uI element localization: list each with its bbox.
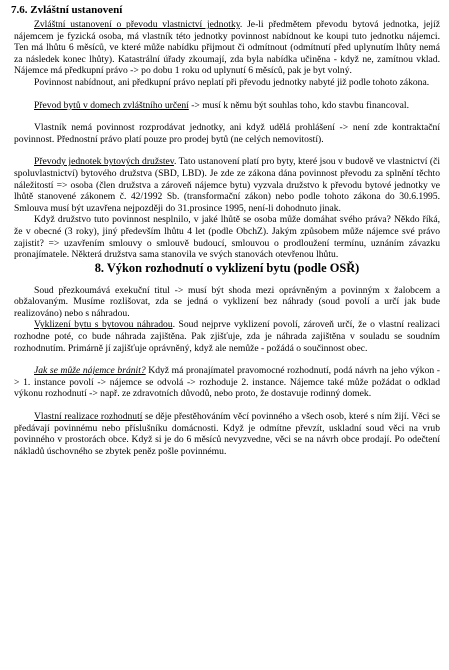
underlined-term: Jak se může nájemce bránit? [34, 365, 146, 377]
chapter-heading: 8. Výkon rozhodnutí o vyklizení bytu (podle OSŘ) [94, 260, 360, 275]
underlined-term: Zvláštní ustanovení o převodu vlastnictví jednotky [34, 19, 240, 30]
paragraph-cooperative-deadline: Když družstvo tuto povinnost nesplnilo, v jaké lhůtě se osoba může domáhat svého práva? Někdo říká, že v obecné (3 roky), jiný především lhůtu 4 let (podle ObchZ). Jakým způsobem může nájemce své právo zajistit? => uzavřením smlouvy o smlouvě budoucí, smlouvou o prodloužení termínu, uznáním závazku pronajímatele. Některá družstva sama stanovila ve svých stanovách otevřenou lhůtu. [14, 214, 440, 261]
underlined-term: Převody jednotek bytových družstev [34, 156, 174, 168]
paragraph-owner-duty: Vlastník nemá povinnost rozprodávat jednotky, ani když udělá prohlášení -> není zde kontraktační povinnost. Přednostní právo platí pouze pro prodej bytů (ne celých nemovitostí). [14, 122, 440, 145]
paragraph-text: -> musí k němu být souhlas toho, kdo stavbu financoval. [188, 99, 409, 111]
underlined-term: Převod bytů v domech zvláštního určení [34, 99, 189, 111]
underlined-term: Vyklizení bytu s bytovou náhradou [34, 319, 173, 331]
paragraph-text: . Tato ustanovení platí pro byty, které jsou v budově ve vlastnictví (či spoluvlastnictví) bytového družstva (SBD, LBD). Je zde ze zákona dána povinnost převodu za splnění těchto náležitostí => osoba (člen družstva a zároveň nájemce bytu) vyzvala družstvo k převodu bytové jednotky ve lhůtě stanovené zákonem č. 42/1992 Sb. (transformační zákon) nebo podle tohoto zákona do 30.6.1995. Smlouva musí být uzavřena nejpozději do 31.prosince 1995, není-li dohodnuto jinak. [14, 156, 440, 214]
paragraph-transfer-of-ownership [14, 19, 440, 77]
paragraph-text: . Je-li předmětem převodu bytová jednotka, jejíž nájemcem je fyzická osoba, má vlastník této jednotky povinnost nabídnout ke koupi tuto jednotku nájemci. Ten má lhůtu 6 měsíců, ve které může nabídku přijmout či odmítnout (odmítnutí před uplynutím lhůty nemá za následek konec lhůty). Katastrální úřady zkoumají, zda byla nabídka učiněna - když ne, zamítnou vklad. Nájemce má předkupní právo -> po dobu 1 roku od uplynutí 6 měsíců, pak je byt volný. [14, 19, 440, 77]
underlined-term: Vlastní realizace rozhodnutí [34, 411, 143, 423]
paragraph-text: se děje přestěhováním věcí povinného a všech osob, které s ním žijí. Věci se předávají povinnému nebo příslušníku domácnosti. Když je odmítne převzít, uskladní soud věci na vrub povinného v prostorách obce. Když si je do 6 měsíců nevyzvedne, věci se na návrh obce prodají. Po odečtení nákladů úschovného se zbytek peněz pošle povinnému. [14, 411, 440, 457]
paragraph-text: Když má pronajímatel pravomocné rozhodnutí, podá návrh na jeho výkon -> 1. instance povolí -> nájemce se odvolá -> rozhoduje 2. instance. Nájemce také může požádat o odklad výkonu rozhodnutí -> např. ze zdravotních důvodů, nebo proto, že dostavuje rodinný domek. [14, 365, 440, 400]
paragraph-special-purpose-houses [14, 100, 440, 112]
paragraph-enforcement-title: Soud přezkoumává exekuční titul -> musí být shoda mezi oprávněným a povinným x žalobcem a obžalovaným. Musíme rozlišovat, zda se jedná o vyklizení bez náhrady (soud povolí a určí jak bude realizováno) nebo s náhradou. [14, 284, 440, 319]
paragraph-text: . Soud nejprve vyklizení povolí, zároveň určí, že o vlastní realizaci rozhodne poté, co bude náhrada zajištěna. Pak zjišťuje, zda je náhrada zajištěna v souladu se soudním rozhodnutím. Primárně jí zajišťuje oprávněný, když ale nemůže - požádá o součinnost obec. [14, 319, 440, 354]
paragraph-eviction-with-replacement [14, 319, 440, 354]
paragraph-execution [14, 411, 440, 457]
paragraph-no-obligation: Povinnost nabídnout, ani předkupní právo neplatí při převodu jednotky nabyté již podle tohoto zákona. [34, 76, 430, 88]
paragraph-tenant-defense [14, 365, 440, 400]
section-heading: 7.6. Zvláštní ustanovení [11, 4, 123, 16]
paragraph-cooperative-transfers [14, 156, 440, 214]
